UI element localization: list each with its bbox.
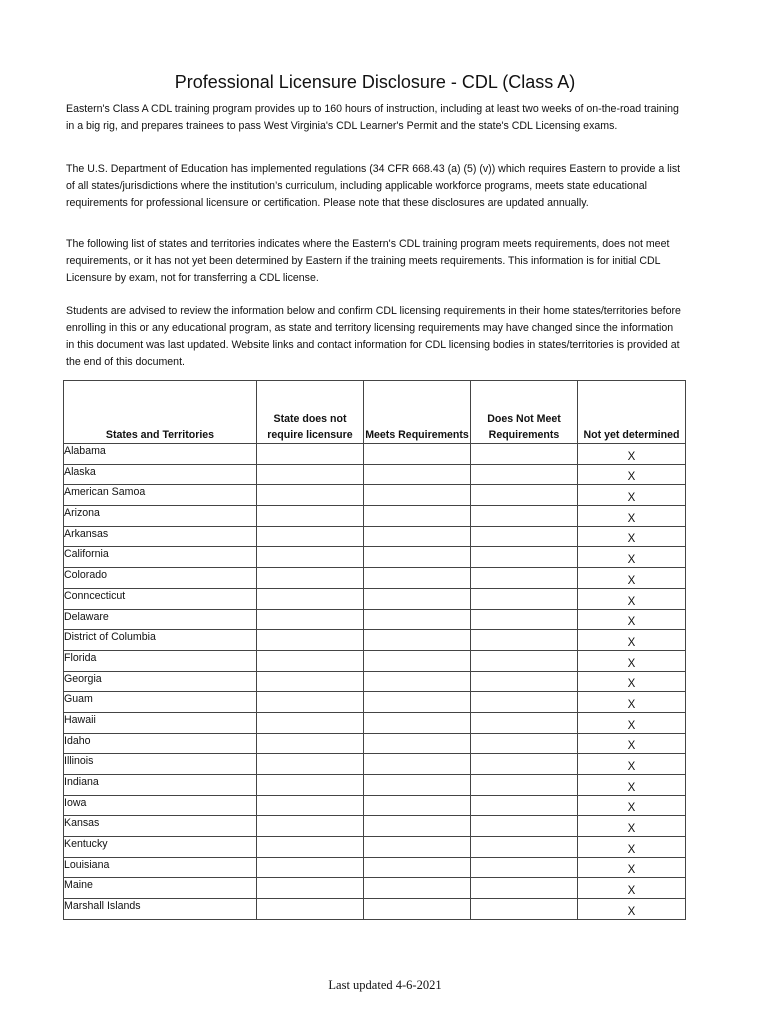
not-required-cell bbox=[257, 650, 364, 671]
not-required-cell bbox=[257, 775, 364, 796]
meets-cell bbox=[364, 630, 471, 651]
table-row bbox=[64, 754, 686, 775]
not-required-cell bbox=[257, 444, 364, 465]
meets-cell bbox=[364, 837, 471, 858]
table-row bbox=[64, 837, 686, 858]
table-row bbox=[64, 775, 686, 796]
meets-cell bbox=[364, 899, 471, 920]
table-row bbox=[64, 630, 686, 651]
not-determined-cell: X bbox=[578, 816, 686, 837]
header-meets: Meets Requirements bbox=[364, 381, 471, 444]
not-required-cell bbox=[257, 816, 364, 837]
state-name-cell: American Samoa bbox=[64, 485, 257, 506]
not-determined-cell: X bbox=[578, 650, 686, 671]
header-does-not-meet: Does Not Meet Requirements bbox=[471, 381, 578, 444]
does-not-meet-cell bbox=[471, 568, 578, 589]
state-name-cell: Arkansas bbox=[64, 526, 257, 547]
meets-cell bbox=[364, 878, 471, 899]
table-row bbox=[64, 712, 686, 733]
state-name-cell: Delaware bbox=[64, 609, 257, 630]
not-required-cell bbox=[257, 671, 364, 692]
not-determined-cell: X bbox=[578, 609, 686, 630]
not-determined-cell: X bbox=[578, 485, 686, 506]
student-advisory-paragraph: Students are advised to review the information below and confirm CDL licensing requirements in their home states/territories before enrolling in this or any educational program, as state and territory licensing requirements may have changed since the information in this document was last updated. Website links and contact information for CDL licensing bodies in states/territories is provided at the end of this document. bbox=[66, 305, 681, 368]
state-name-cell: Indiana bbox=[64, 775, 257, 796]
table-row bbox=[64, 526, 686, 547]
licensure-table bbox=[63, 380, 686, 920]
does-not-meet-cell bbox=[471, 630, 578, 651]
state-name-cell: Kentucky bbox=[64, 837, 257, 858]
list-explanation-paragraph: The following list of states and territories indicates where the Eastern's CDL training program meets requirements, does not meet requirements, or it has not yet been determined by Eastern if the training meets requirements. This information is for initial CDL Licensure by exam, not for transferring a CDL license. bbox=[66, 238, 670, 284]
header-not-required: State does not require licensure bbox=[257, 381, 364, 444]
does-not-meet-cell bbox=[471, 671, 578, 692]
table-row bbox=[64, 568, 686, 589]
table-header-row bbox=[64, 381, 686, 444]
not-determined-cell: X bbox=[578, 733, 686, 754]
not-required-cell bbox=[257, 547, 364, 568]
not-required-cell bbox=[257, 754, 364, 775]
table-row bbox=[64, 547, 686, 568]
table-row bbox=[64, 506, 686, 527]
meets-cell bbox=[364, 464, 471, 485]
does-not-meet-cell bbox=[471, 857, 578, 878]
not-required-cell bbox=[257, 485, 364, 506]
does-not-meet-cell bbox=[471, 795, 578, 816]
state-name-cell: Arizona bbox=[64, 506, 257, 527]
meets-cell bbox=[364, 568, 471, 589]
not-required-cell bbox=[257, 464, 364, 485]
meets-cell bbox=[364, 506, 471, 527]
not-determined-cell: X bbox=[578, 588, 686, 609]
state-name-cell: Alaska bbox=[64, 464, 257, 485]
meets-cell bbox=[364, 733, 471, 754]
not-determined-cell: X bbox=[578, 526, 686, 547]
state-name-cell: Marshall Islands bbox=[64, 899, 257, 920]
not-determined-cell: X bbox=[578, 692, 686, 713]
not-required-cell bbox=[257, 857, 364, 878]
does-not-meet-cell bbox=[471, 609, 578, 630]
state-name-cell: Alabama bbox=[64, 444, 257, 465]
does-not-meet-cell bbox=[471, 692, 578, 713]
does-not-meet-cell bbox=[471, 816, 578, 837]
does-not-meet-cell bbox=[471, 754, 578, 775]
does-not-meet-cell bbox=[471, 444, 578, 465]
not-determined-cell: X bbox=[578, 795, 686, 816]
state-name-cell: Idaho bbox=[64, 733, 257, 754]
does-not-meet-cell bbox=[471, 506, 578, 527]
state-name-cell: Louisiana bbox=[64, 857, 257, 878]
meets-cell bbox=[364, 547, 471, 568]
table-row bbox=[64, 444, 686, 465]
table-row bbox=[64, 816, 686, 837]
meets-cell bbox=[364, 816, 471, 837]
meets-cell bbox=[364, 712, 471, 733]
state-name-cell: Colorado bbox=[64, 568, 257, 589]
table-row bbox=[64, 899, 686, 920]
meets-cell bbox=[364, 754, 471, 775]
meets-cell bbox=[364, 444, 471, 465]
does-not-meet-cell bbox=[471, 464, 578, 485]
not-determined-cell: X bbox=[578, 775, 686, 796]
not-determined-cell: X bbox=[578, 444, 686, 465]
table-row bbox=[64, 733, 686, 754]
state-name-cell: California bbox=[64, 547, 257, 568]
not-required-cell bbox=[257, 506, 364, 527]
not-required-cell bbox=[257, 878, 364, 899]
not-required-cell bbox=[257, 837, 364, 858]
does-not-meet-cell bbox=[471, 899, 578, 920]
does-not-meet-cell bbox=[471, 837, 578, 858]
not-required-cell bbox=[257, 526, 364, 547]
does-not-meet-cell bbox=[471, 547, 578, 568]
state-name-cell: Georgia bbox=[64, 671, 257, 692]
state-name-cell: Illinois bbox=[64, 754, 257, 775]
does-not-meet-cell bbox=[471, 485, 578, 506]
meets-cell bbox=[364, 588, 471, 609]
header-not-determined: Not yet determined bbox=[578, 381, 686, 444]
table-row bbox=[64, 609, 686, 630]
meets-cell bbox=[364, 485, 471, 506]
not-required-cell bbox=[257, 588, 364, 609]
does-not-meet-cell bbox=[471, 733, 578, 754]
not-determined-cell: X bbox=[578, 899, 686, 920]
table-row bbox=[64, 878, 686, 899]
not-required-cell bbox=[257, 712, 364, 733]
meets-cell bbox=[364, 857, 471, 878]
state-name-cell: Guam bbox=[64, 692, 257, 713]
table-row bbox=[64, 857, 686, 878]
state-name-cell: Conncecticut bbox=[64, 588, 257, 609]
not-determined-cell: X bbox=[578, 712, 686, 733]
meets-cell bbox=[364, 526, 471, 547]
does-not-meet-cell bbox=[471, 712, 578, 733]
meets-cell bbox=[364, 609, 471, 630]
meets-cell bbox=[364, 692, 471, 713]
page-title: Professional Licensure Disclosure - CDL (Class A) bbox=[174, 72, 576, 92]
program-description: Eastern's Class A CDL training program provides up to 160 hours of instruction, including at least two weeks of on-the-road training in a big rig, and prepares trainees to pass West Virginia's CDL Learner's Permit and the state's CDL Licensing exams. bbox=[66, 103, 679, 132]
meets-cell bbox=[364, 795, 471, 816]
not-determined-cell: X bbox=[578, 857, 686, 878]
table-row bbox=[64, 588, 686, 609]
not-determined-cell: X bbox=[578, 506, 686, 527]
meets-cell bbox=[364, 775, 471, 796]
regulation-paragraph: The U.S. Department of Education has implemented regulations (34 CFR 668.43 (a) (5) (v)) which requires Eastern to provide a list of all states/jurisdictions where the institution’s curriculum, including applicable workforce programs, meets state educational requirements for professional licensure or certification. Please note that these disclosures are updated annually. bbox=[66, 163, 681, 209]
state-name-cell: Maine bbox=[64, 878, 257, 899]
table-row bbox=[64, 795, 686, 816]
not-required-cell bbox=[257, 692, 364, 713]
does-not-meet-cell bbox=[471, 650, 578, 671]
header-states-territories: States and Territories bbox=[64, 381, 257, 444]
does-not-meet-cell bbox=[471, 588, 578, 609]
table-row bbox=[64, 485, 686, 506]
does-not-meet-cell bbox=[471, 878, 578, 899]
does-not-meet-cell bbox=[471, 775, 578, 796]
not-required-cell bbox=[257, 899, 364, 920]
not-determined-cell: X bbox=[578, 754, 686, 775]
not-determined-cell: X bbox=[578, 547, 686, 568]
table-row bbox=[64, 692, 686, 713]
not-required-cell bbox=[257, 568, 364, 589]
last-updated-footer: Last updated 4-6-2021 bbox=[328, 978, 442, 992]
state-name-cell: Florida bbox=[64, 650, 257, 671]
state-name-cell: District of Columbia bbox=[64, 630, 257, 651]
not-determined-cell: X bbox=[578, 878, 686, 899]
not-required-cell bbox=[257, 609, 364, 630]
not-determined-cell: X bbox=[578, 464, 686, 485]
not-required-cell bbox=[257, 795, 364, 816]
state-name-cell: Iowa bbox=[64, 795, 257, 816]
state-name-cell: Kansas bbox=[64, 816, 257, 837]
state-name-cell: Hawaii bbox=[64, 712, 257, 733]
meets-cell bbox=[364, 650, 471, 671]
not-determined-cell: X bbox=[578, 568, 686, 589]
not-required-cell bbox=[257, 630, 364, 651]
table-row bbox=[64, 671, 686, 692]
table-row bbox=[64, 650, 686, 671]
meets-cell bbox=[364, 671, 471, 692]
does-not-meet-cell bbox=[471, 526, 578, 547]
not-determined-cell: X bbox=[578, 837, 686, 858]
not-determined-cell: X bbox=[578, 630, 686, 651]
not-required-cell bbox=[257, 733, 364, 754]
not-determined-cell: X bbox=[578, 671, 686, 692]
table-row bbox=[64, 464, 686, 485]
